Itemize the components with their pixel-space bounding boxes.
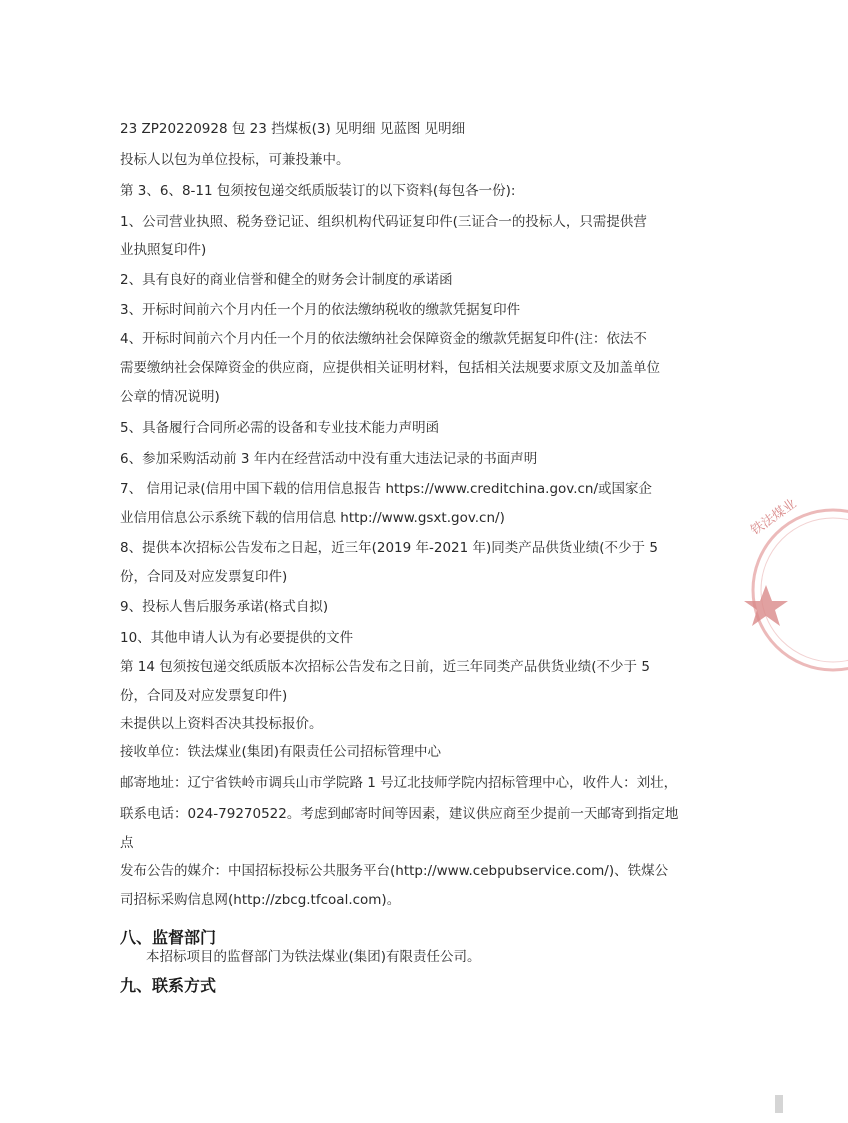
text-line: 10、其他申请人认为有必要提供的文件 — [120, 630, 354, 646]
text-line: 份，合同及对应发票复印件) — [120, 688, 288, 704]
scan-edge-mark — [775, 1095, 783, 1113]
text-line: 3、开标时间前六个月内任一个月的依法缴纳税收的缴款凭据复印件 — [120, 302, 521, 318]
text-line: 未提供以上资料否决其投标报价。 — [120, 716, 323, 732]
text-line: 4、开标时间前六个月内任一个月的依法缴纳社会保障资金的缴款凭据复印件(注：依法不 — [120, 331, 647, 347]
official-seal-stamp — [738, 496, 848, 675]
text-line: 9、投标人售后服务承诺(格式自拟) — [120, 599, 329, 615]
text-line: 点 — [120, 835, 134, 851]
text-line: 司招标采购信息网(http://zbcg.tfcoal.com)。 — [120, 892, 401, 908]
text-line: 第 3、6、8-11 包须按包递交纸质版装订的以下资料(每包各一份): — [120, 183, 516, 199]
text-line: 第 14 包须按包递交纸质版本次招标公告发布之日前，近三年同类产品供货业绩(不少于 5 — [120, 659, 650, 675]
text-line: 接收单位：铁法煤业(集团)有限责任公司招标管理中心 — [120, 744, 442, 760]
text-line: 2、具有良好的商业信誉和健全的财务会计制度的承诺函 — [120, 272, 453, 288]
section-heading-contact: 九、联系方式 — [120, 976, 217, 995]
text-line: 邮寄地址：辽宁省铁岭市调兵山市学院路 1 号辽北技师学院内招标管理中心，收件人：刘壮， — [120, 775, 678, 791]
text-line: 7、 信用记录(信用中国下载的信用信息报告 https://www.creditchina.gov.cn/或国家企 — [120, 481, 653, 497]
text-line: 业执照复印件) — [120, 242, 207, 258]
text-line: 8、提供本次招标公告发布之日起，近三年(2019 年-2021 年)同类产品供货业绩(不少于 5 — [120, 540, 658, 556]
seal-text: 铁法煤业 — [748, 496, 800, 539]
text-line: 6、参加采购活动前 3 年内在经营活动中没有重大违法记录的书面声明 — [120, 451, 538, 467]
text-line: 1、公司营业执照、税务登记证、组织机构代码证复印件(三证合一的投标人，只需提供营 — [120, 214, 647, 230]
text-line: 业信用信息公示系统下载的信用信息 http://www.gsxt.gov.cn/) — [120, 510, 505, 526]
text-line: 需要缴纳社会保障资金的供应商，应提供相关证明材料，包括相关法规要求原文及加盖单位 — [120, 360, 660, 376]
text-line: 5、具备履行合同所必需的设备和专业技术能力声明函 — [120, 420, 440, 436]
text-line: 23 ZP20220928 包 23 挡煤板(3) 见明细 见蓝图 见明细 — [120, 121, 466, 137]
text-line: 发布公告的媒介：中国招标投标公共服务平台(http://www.cebpubservice.com/)、铁煤公 — [120, 863, 669, 879]
text-line: 公章的情况说明) — [120, 389, 220, 405]
text-line: 份，合同及对应发票复印件) — [120, 569, 288, 585]
text-line: 投标人以包为单位投标，可兼投兼中。 — [120, 152, 350, 168]
text-line: 联系电话：024-79270522。考虑到邮寄时间等因素，建议供应商至少提前一天邮寄到指定地 — [120, 806, 679, 822]
section-body-supervision: 本招标项目的监督部门为铁法煤业(集团)有限责任公司。 — [146, 949, 481, 965]
section-heading-supervision: 八、监督部门 — [120, 928, 217, 947]
